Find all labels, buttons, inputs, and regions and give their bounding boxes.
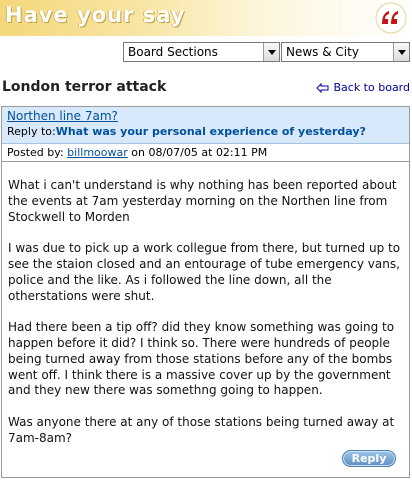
post-paragraph: Was anyone there at any of those stations being turned away at 7am-8am? (8, 414, 395, 445)
at-label: at (201, 146, 213, 159)
back-arrow-icon (316, 83, 329, 93)
back-to-board-label: Back to board (333, 81, 410, 94)
page-title: London terror attack (2, 79, 167, 95)
board-sections-select[interactable] (123, 42, 280, 62)
post-subject-link[interactable]: Northen line 7am? (7, 109, 118, 123)
category-value: News & City (286, 45, 359, 59)
post-date: 08/07/05 (148, 146, 198, 159)
category-select[interactable] (281, 42, 410, 62)
chevron-down-icon[interactable] (393, 43, 409, 61)
post-body (2, 162, 409, 447)
chevron-down-icon[interactable] (263, 43, 279, 61)
reply-to-label: Reply to: (7, 125, 56, 138)
post-paragraph: Had there been a tip off? did they know something was going to happen before it did? I think so. There were hundreds of people being turned away from those stations before any of the bombs went off. I think there is a massive cover up by the government and they new there was somethng going to happen. (8, 320, 395, 398)
board-sections-value: Board Sections (128, 45, 218, 59)
author-link[interactable]: billmoowar (67, 146, 128, 159)
post-header (2, 107, 409, 144)
header-banner (0, 0, 412, 36)
back-to-board-link[interactable] (316, 81, 410, 94)
reply-to-line (7, 124, 404, 140)
post-meta (2, 144, 409, 162)
reply-to-thread-link[interactable]: What was your personal experience of yesterday? (55, 125, 366, 138)
on-label: on (131, 146, 145, 159)
message-post (1, 106, 410, 478)
post-paragraph: I was due to pick up a work collegue from there, but turned up to see the staion closed and an entourage of tube emergency vans, police and the like. As i followed the line down, all the otherstations were shut. (8, 241, 401, 303)
post-time: 02:11 PM (215, 146, 268, 159)
quote-marks-icon (374, 2, 408, 34)
posted-by-label: Posted by: (7, 146, 64, 159)
reply-button[interactable]: Reply (342, 450, 396, 467)
section-title: Have your say (5, 3, 186, 27)
post-paragraph: What i can't understand is why nothing has been reported about the events at 7am yesterday morning on the Northen line from Stockwell to Morden (8, 178, 397, 224)
